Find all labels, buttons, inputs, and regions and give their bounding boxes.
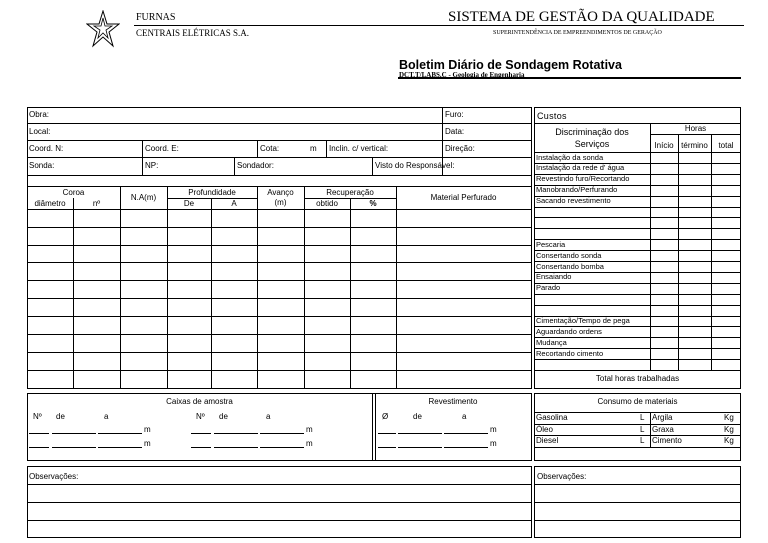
consumo-item-left: Gasolina [536, 413, 568, 422]
local-field[interactable]: Local: [29, 127, 51, 136]
direcao-field[interactable]: Direção: [445, 144, 475, 153]
consumo-unit-left: L [640, 413, 645, 422]
consumo-title: Consumo de materiais [597, 397, 678, 406]
caixas-n-label: Nº [33, 412, 42, 421]
cota-field[interactable]: Cota: [260, 144, 280, 153]
revestimento-de-label: de [413, 412, 422, 421]
cost-row-rule [534, 228, 741, 229]
caixas-unit: m [144, 425, 151, 434]
discriminacao-header-2: Serviços [574, 139, 610, 149]
cost-item-label: Manobrando/Perfurando [536, 185, 618, 195]
form-subtitle: DCT.T/LABS.C - Geologia de Engenharia [399, 71, 525, 79]
furo-field[interactable]: Furo: [445, 110, 464, 119]
consumo-item-left: Diesel [536, 436, 559, 445]
consumo-item-right: Cimento [652, 436, 682, 445]
cost-item-label: Aguardando ordens [536, 326, 602, 336]
cost-row-rule [534, 217, 741, 218]
title-underline [398, 77, 741, 79]
form-title: Boletim Diário de Sondagem Rotativa [399, 58, 622, 72]
coord-e-field[interactable]: Coord. E: [145, 144, 179, 153]
sonda-field[interactable]: Sonda: [29, 161, 55, 170]
caixas-a-label: a [104, 412, 109, 421]
caixas-a-label-2: a [266, 412, 271, 421]
np-field[interactable]: NP: [145, 161, 159, 170]
obtido-header: obtido [316, 199, 338, 208]
visto-responsavel-field[interactable]: Visto do Responsável: [375, 161, 455, 170]
horas-header: Horas [684, 124, 707, 133]
furnas-star-logo [86, 10, 120, 48]
cost-row-rule [534, 207, 741, 208]
cost-row-rule [534, 370, 741, 371]
numero-header: nº [92, 199, 101, 208]
company-name: FURNAS [136, 12, 176, 23]
cost-item-label: Recortando cimento [536, 348, 604, 358]
company-fullname: CENTRAIS ELÉTRICAS S.A. [136, 28, 250, 38]
sondador-field[interactable]: Sondador: [237, 161, 274, 170]
observacoes-right-label[interactable]: Observações: [537, 472, 587, 481]
cost-item-label: Instalação da sonda [536, 152, 604, 162]
caixas-unit-3: m [306, 425, 313, 434]
coord-n-field[interactable]: Coord. N: [29, 144, 64, 153]
total-header: total [718, 141, 734, 150]
caixas-unit-2: m [144, 439, 151, 448]
cost-item-label: Ensaiando [536, 272, 572, 282]
revestimento-diam-label: Ø [382, 412, 389, 421]
avanco-header: Avanço [267, 188, 294, 197]
consumo-unit-left: L [640, 425, 645, 434]
cost-item-label: Consertando sonda [536, 250, 602, 260]
cost-item-label: Cimentação/Tempo de pega [536, 316, 630, 325]
discriminacao-header-1: Discriminação dos [555, 127, 629, 137]
cost-item-label: Consertando bomba [536, 261, 604, 271]
revestimento-title: Revestimento [428, 397, 478, 406]
inicio-header: Início [654, 141, 674, 150]
data-field[interactable]: Data: [445, 127, 465, 136]
system-title: SISTEMA DE GESTÃO DA QUALIDADE [448, 9, 715, 25]
cost-item-label: Pescaria [536, 239, 566, 249]
consumo-item-right: Argila [652, 413, 673, 422]
cost-item-label: Revestindo furo/Recortando [536, 174, 630, 184]
consumo-unit-left: L [640, 436, 645, 445]
obra-field[interactable]: Obra: [29, 110, 50, 119]
consumo-unit-right: Kg [724, 413, 734, 422]
profundidade-header: Profundidade [188, 188, 236, 197]
material-header: Material Perfurado [430, 193, 497, 202]
coroa-header: Coroa [62, 188, 85, 197]
percent-header: % [369, 199, 377, 208]
caixas-amostra-title: Caixas de amostra [166, 397, 233, 406]
cost-row-rule [534, 294, 741, 295]
na-header: N.A(m) [130, 193, 157, 202]
system-subtitle: SUPERINTENDÊNCIA DE EMPREENDIMENTOS DE GERAÇÃO [493, 30, 662, 36]
consumo-item-left: Óleo [536, 425, 553, 434]
recuperacao-header: Recuperação [326, 188, 374, 197]
consumo-item-right: Graxa [652, 425, 674, 434]
revestimento-unit: m [490, 425, 497, 434]
a-header: A [231, 199, 237, 208]
diametro-header: diâmetro [34, 199, 66, 208]
cota-unit: m [310, 144, 317, 153]
de-header: De [183, 199, 195, 208]
cost-row-rule [534, 305, 741, 306]
cost-item-label: Mudança [536, 337, 567, 347]
caixas-n-label-2: Nº [196, 412, 205, 421]
custos-title: Custos [537, 111, 567, 121]
caixas-unit-4: m [306, 439, 313, 448]
avanco-unit: (m) [274, 198, 287, 207]
cost-row-rule [534, 283, 741, 284]
revestimento-unit-2: m [490, 439, 497, 448]
caixas-de-label-2: de [219, 412, 228, 421]
caixas-de-label: de [56, 412, 65, 421]
inclinacao-field[interactable]: Inclin. c/ vertical: [329, 144, 389, 153]
cost-item-label: Sacando revestimento [536, 196, 611, 206]
observacoes-left-label[interactable]: Observações: [29, 472, 79, 481]
cost-item-label: Parado [536, 283, 561, 293]
revestimento-a-label: a [462, 412, 467, 421]
consumo-unit-right: Kg [724, 425, 734, 434]
cost-row-rule [534, 359, 741, 360]
termino-header: término [681, 141, 708, 150]
cost-item-label: Instalação da rede d' água [536, 163, 625, 173]
total-horas-label: Total horas trabalhadas [595, 374, 680, 383]
consumo-unit-right: Kg [724, 436, 734, 445]
